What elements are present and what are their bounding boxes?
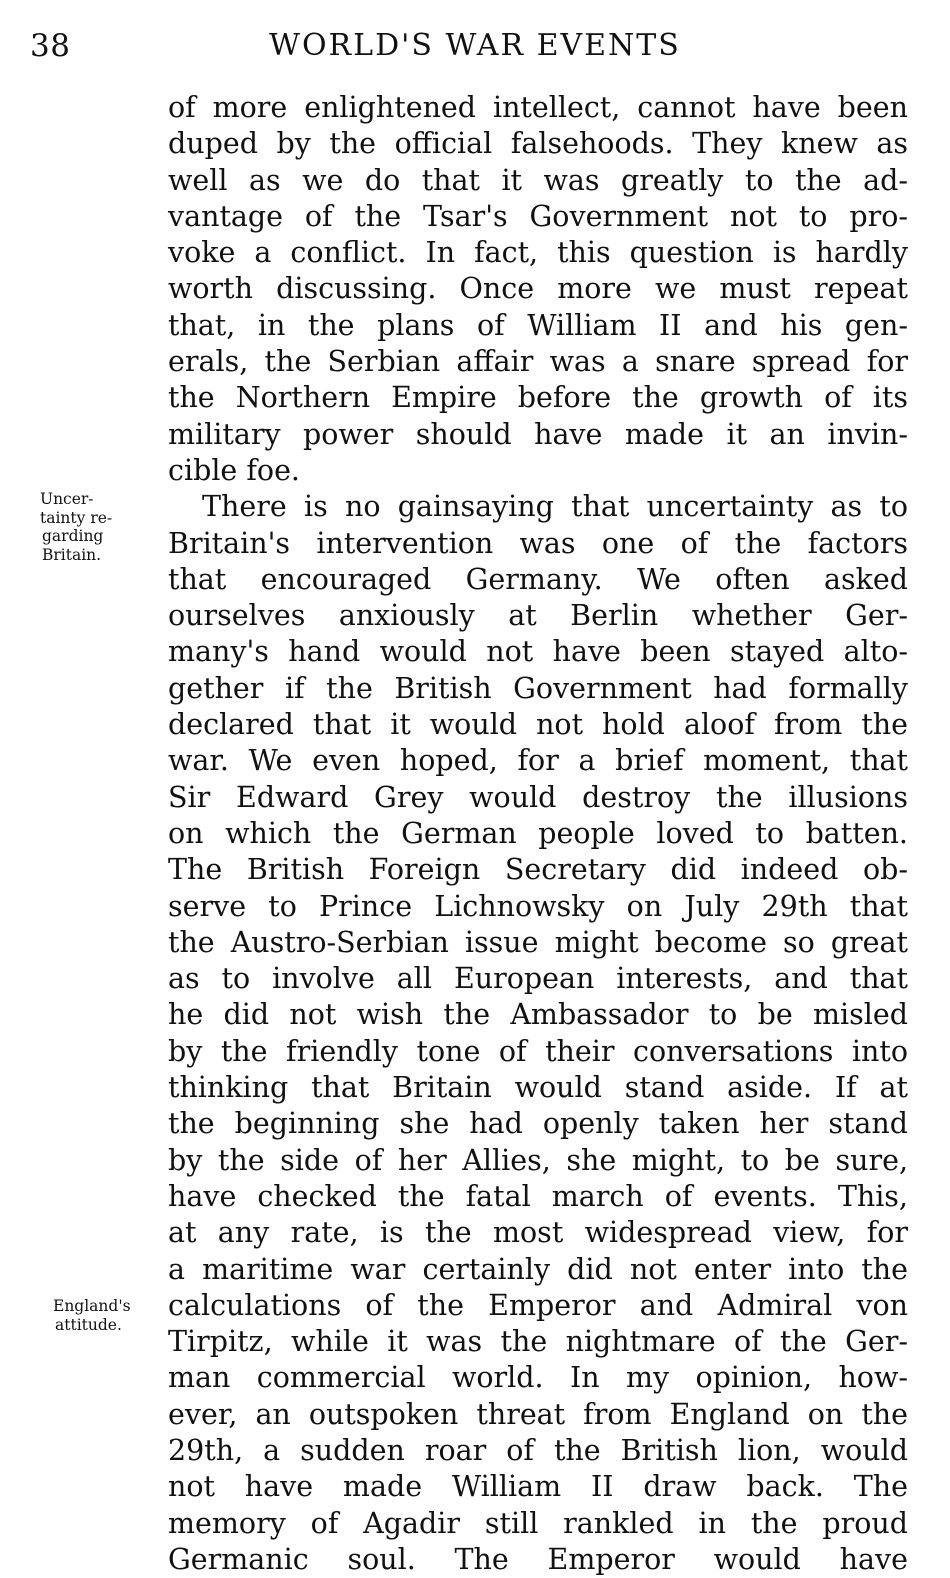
text-line: by the friendly tone of their conversations into [168, 1034, 908, 1068]
margin-note-line: garding [42, 527, 104, 545]
text-line: the beginning she had openly taken her stand [168, 1107, 908, 1141]
text-line: have checked the fatal march of events. This, [168, 1179, 908, 1213]
text-line: he did not wish the Ambassador to be misled [168, 998, 908, 1032]
text-line: duped by the official falsehoods. They knew as [168, 127, 908, 161]
text-line: ever, an outspoken threat from England on the [168, 1397, 908, 1431]
margin-note-line: England's [53, 1297, 131, 1315]
text-line: Germanic soul. The Emperor would have [168, 1542, 908, 1576]
text-line: Britain's intervention was one of the factors [168, 526, 908, 560]
text-line: of more enlightened intellect, cannot have been [168, 91, 908, 124]
text-line: memory of Agadir still rankled in the proud [168, 1506, 908, 1540]
text-line: at any rate, is the most widespread view, for [168, 1216, 908, 1250]
margin-note-englands-attitude [53, 1297, 178, 1334]
text-line: erals, the Serbian affair was a snare spread for [168, 345, 908, 379]
text-line: gether if the British Government had formally [168, 671, 908, 705]
text-line: well as we do that it was greatly to the ad- [168, 163, 908, 197]
text-line: There is no gainsaying that uncertainty as to [202, 490, 908, 524]
text-line: military power should have made it an invin- [168, 417, 908, 451]
text-line: many's hand would not have been stayed alto- [168, 635, 908, 669]
text-line: declared that it would not hold aloof from the [168, 708, 908, 742]
text-line: cible foe. [168, 453, 300, 487]
text-line: 29th, a sudden roar of the British lion, would [168, 1433, 908, 1467]
text-line: the Austro-Serbian issue might become so great [168, 925, 908, 959]
text-line: Sir Edward Grey would destroy the illusions [168, 780, 908, 814]
text-line: as to involve all European interests, and that [168, 962, 908, 996]
text-line: by the side of her Allies, she might, to be sure, [168, 1143, 908, 1177]
text-line: thinking that Britain would stand aside. If at [168, 1071, 908, 1105]
text-line: serve to Prince Lichnowsky on July 29th that [168, 889, 908, 923]
text-line: on which the German people loved to batten. [168, 816, 908, 850]
margin-note-line: Uncer- [40, 490, 94, 508]
page-number: 38 [30, 28, 71, 64]
text-line: ourselves anxiously at Berlin whether Ger- [168, 599, 908, 633]
running-title: WORLD'S WAR EVENTS [269, 28, 681, 63]
margin-note-line: attitude. [55, 1315, 122, 1334]
text-line: The British Foreign Secretary did indeed ob- [168, 853, 908, 887]
text-line: war. We even hoped, for a brief moment, that [168, 744, 908, 778]
margin-note-line: Britain. [42, 545, 102, 564]
text-line: not have made William II draw back. The [168, 1470, 908, 1504]
text-line: Tirpitz, while it was the nightmare of the Ger- [168, 1325, 908, 1359]
text-line: worth discussing. Once more we must repeat [168, 272, 908, 306]
text-line: a maritime war certainly did not enter into the [168, 1252, 908, 1286]
margin-note-uncertainty [40, 490, 165, 564]
body-text [168, 90, 908, 1578]
text-line: vantage of the Tsar's Government not to pro- [168, 199, 908, 233]
text-line: that encouraged Germany. We often asked [168, 562, 908, 596]
text-line: calculations of the Emperor and Admiral von [168, 1288, 908, 1322]
text-line: that, in the plans of William II and his gen- [168, 308, 908, 342]
margin-note-line: tainty re- [40, 508, 113, 527]
text-line: voke a conflict. In fact, this question is hardly [168, 236, 908, 270]
text-line: man commercial world. In my opinion, how- [168, 1361, 908, 1395]
text-line: the Northern Empire before the growth of its [168, 381, 908, 415]
